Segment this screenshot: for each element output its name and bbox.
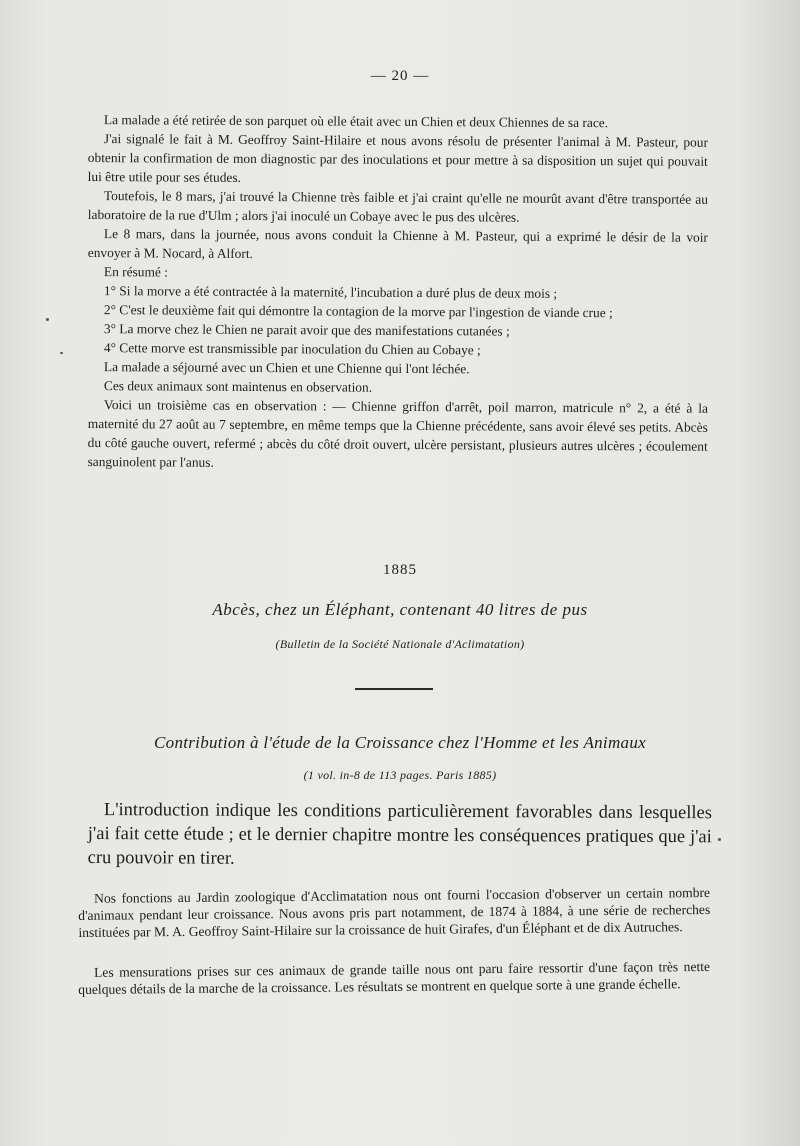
list-item: 2° C'est le deuxième fait qui démontre la contagion de la morve par l'ingestion de viande crue ;	[103, 302, 613, 321]
section-title: Abcès, chez un Éléphant, contenant 40 litres de pus	[212, 600, 588, 619]
paragraph: La malade a séjourné avec un Chien et une Chienne qui l'ont léchée.	[103, 359, 470, 377]
section-title: Contribution à l'étude de la Croissance chez l'Homme et les Animaux	[154, 733, 646, 752]
scan-speck	[60, 352, 63, 354]
paragraph: J'ai signalé le fait à M. Geoffroy Saint-Hilaire et nous avons résolu de présenter l'animal à M. Pasteur, pour obtenir la confirmation de mon diagnostic par des inoculations et pour mettre à sa disposition un sujet qui pouvait lui être utile pour ses études.	[87, 131, 708, 185]
intro-paragraph: L'introduction indique les conditions particulièrement favorables dans lesquelles j'ai fait cette étude ; et le dernier chapitre montre les conséquences pratiques que j'ai cru pouvoir en tirer.	[87, 800, 712, 869]
top-text-block	[88, 110, 708, 471]
body-paragraph: Les mensurations prises sur ces animaux de grande taille nous ont paru faire ressortir d'une façon très nette quelques détails de la marche de la croissance. Les résultats se montrent en quelque sorte à une grande échelle.	[78, 958, 711, 997]
paragraph: Voici un troisième cas en observation : — Chienne griffon d'arrêt, poil marron, matricule n° 2, a été à la maternité du 27 août au 7 septembre, en même temps que la Chienne précédente, sans avoir élevé ses petits. Abcès du côté gauche ouvert, refermé ; abcès du côté droit ouvert, ulcère persistant, plusieurs autres ulcères ; écoulement sanguinolent par l'anus.	[87, 397, 708, 470]
list-item: 3° La morve chez le Chien ne parait avoir que des manifestations cutanées ;	[103, 321, 510, 339]
section-subtitle: (1 vol. in-8 de 113 pages. Paris 1885)	[303, 768, 497, 782]
paragraph: Ces deux animaux sont maintenus en observation.	[103, 378, 373, 395]
list-item: 1° Si la morve a été contractée à la maternité, l'incubation a duré plus de deux mois ;	[103, 283, 558, 301]
paragraph: Le 8 mars, dans la journée, nous avons conduit la Chienne à M. Pasteur, qui a exprimé le désir de la voir envoyer à M. Nocard, à Alfort.	[87, 226, 708, 262]
scan-speck	[46, 318, 49, 321]
separator-rule	[355, 688, 433, 690]
section-subtitle: (Bulletin de la Société Nationale d'Aclimatation)	[275, 637, 525, 651]
list-item: 4° Cette morve est transmissible par inoculation du Chien au Cobaye ;	[103, 340, 481, 358]
scan-speck	[718, 838, 721, 841]
body-paragraph: Nos fonctions au Jardin zoologique d'Acclimatation nous ont fourni l'occasion d'observer un certain nombre d'animaux pendant leur croissance. Nous avons pris part notamment, de 1874 à 1884, à une série de recherches instituées par M. A. Geoffroy Saint-Hilaire sur la croissance de huit Girafes, d'un Éléphant et de dix Autruches.	[78, 884, 711, 940]
paragraph: La malade a été retirée de son parquet où elle était avec un Chien et deux Chiennes de sa race.	[103, 112, 609, 131]
year-heading: 1885	[383, 562, 417, 578]
page-number: — 20 —	[370, 68, 430, 84]
paragraph: Toutefois, le 8 mars, j'ai trouvé la Chienne très faible et j'ai craint qu'elle ne mourût avant d'être transportée au laboratoire de la rue d'Ulm ; alors j'ai inoculé un Cobaye avec le pus des ulcères.	[87, 188, 708, 225]
paragraph: En résumé :	[103, 264, 168, 280]
